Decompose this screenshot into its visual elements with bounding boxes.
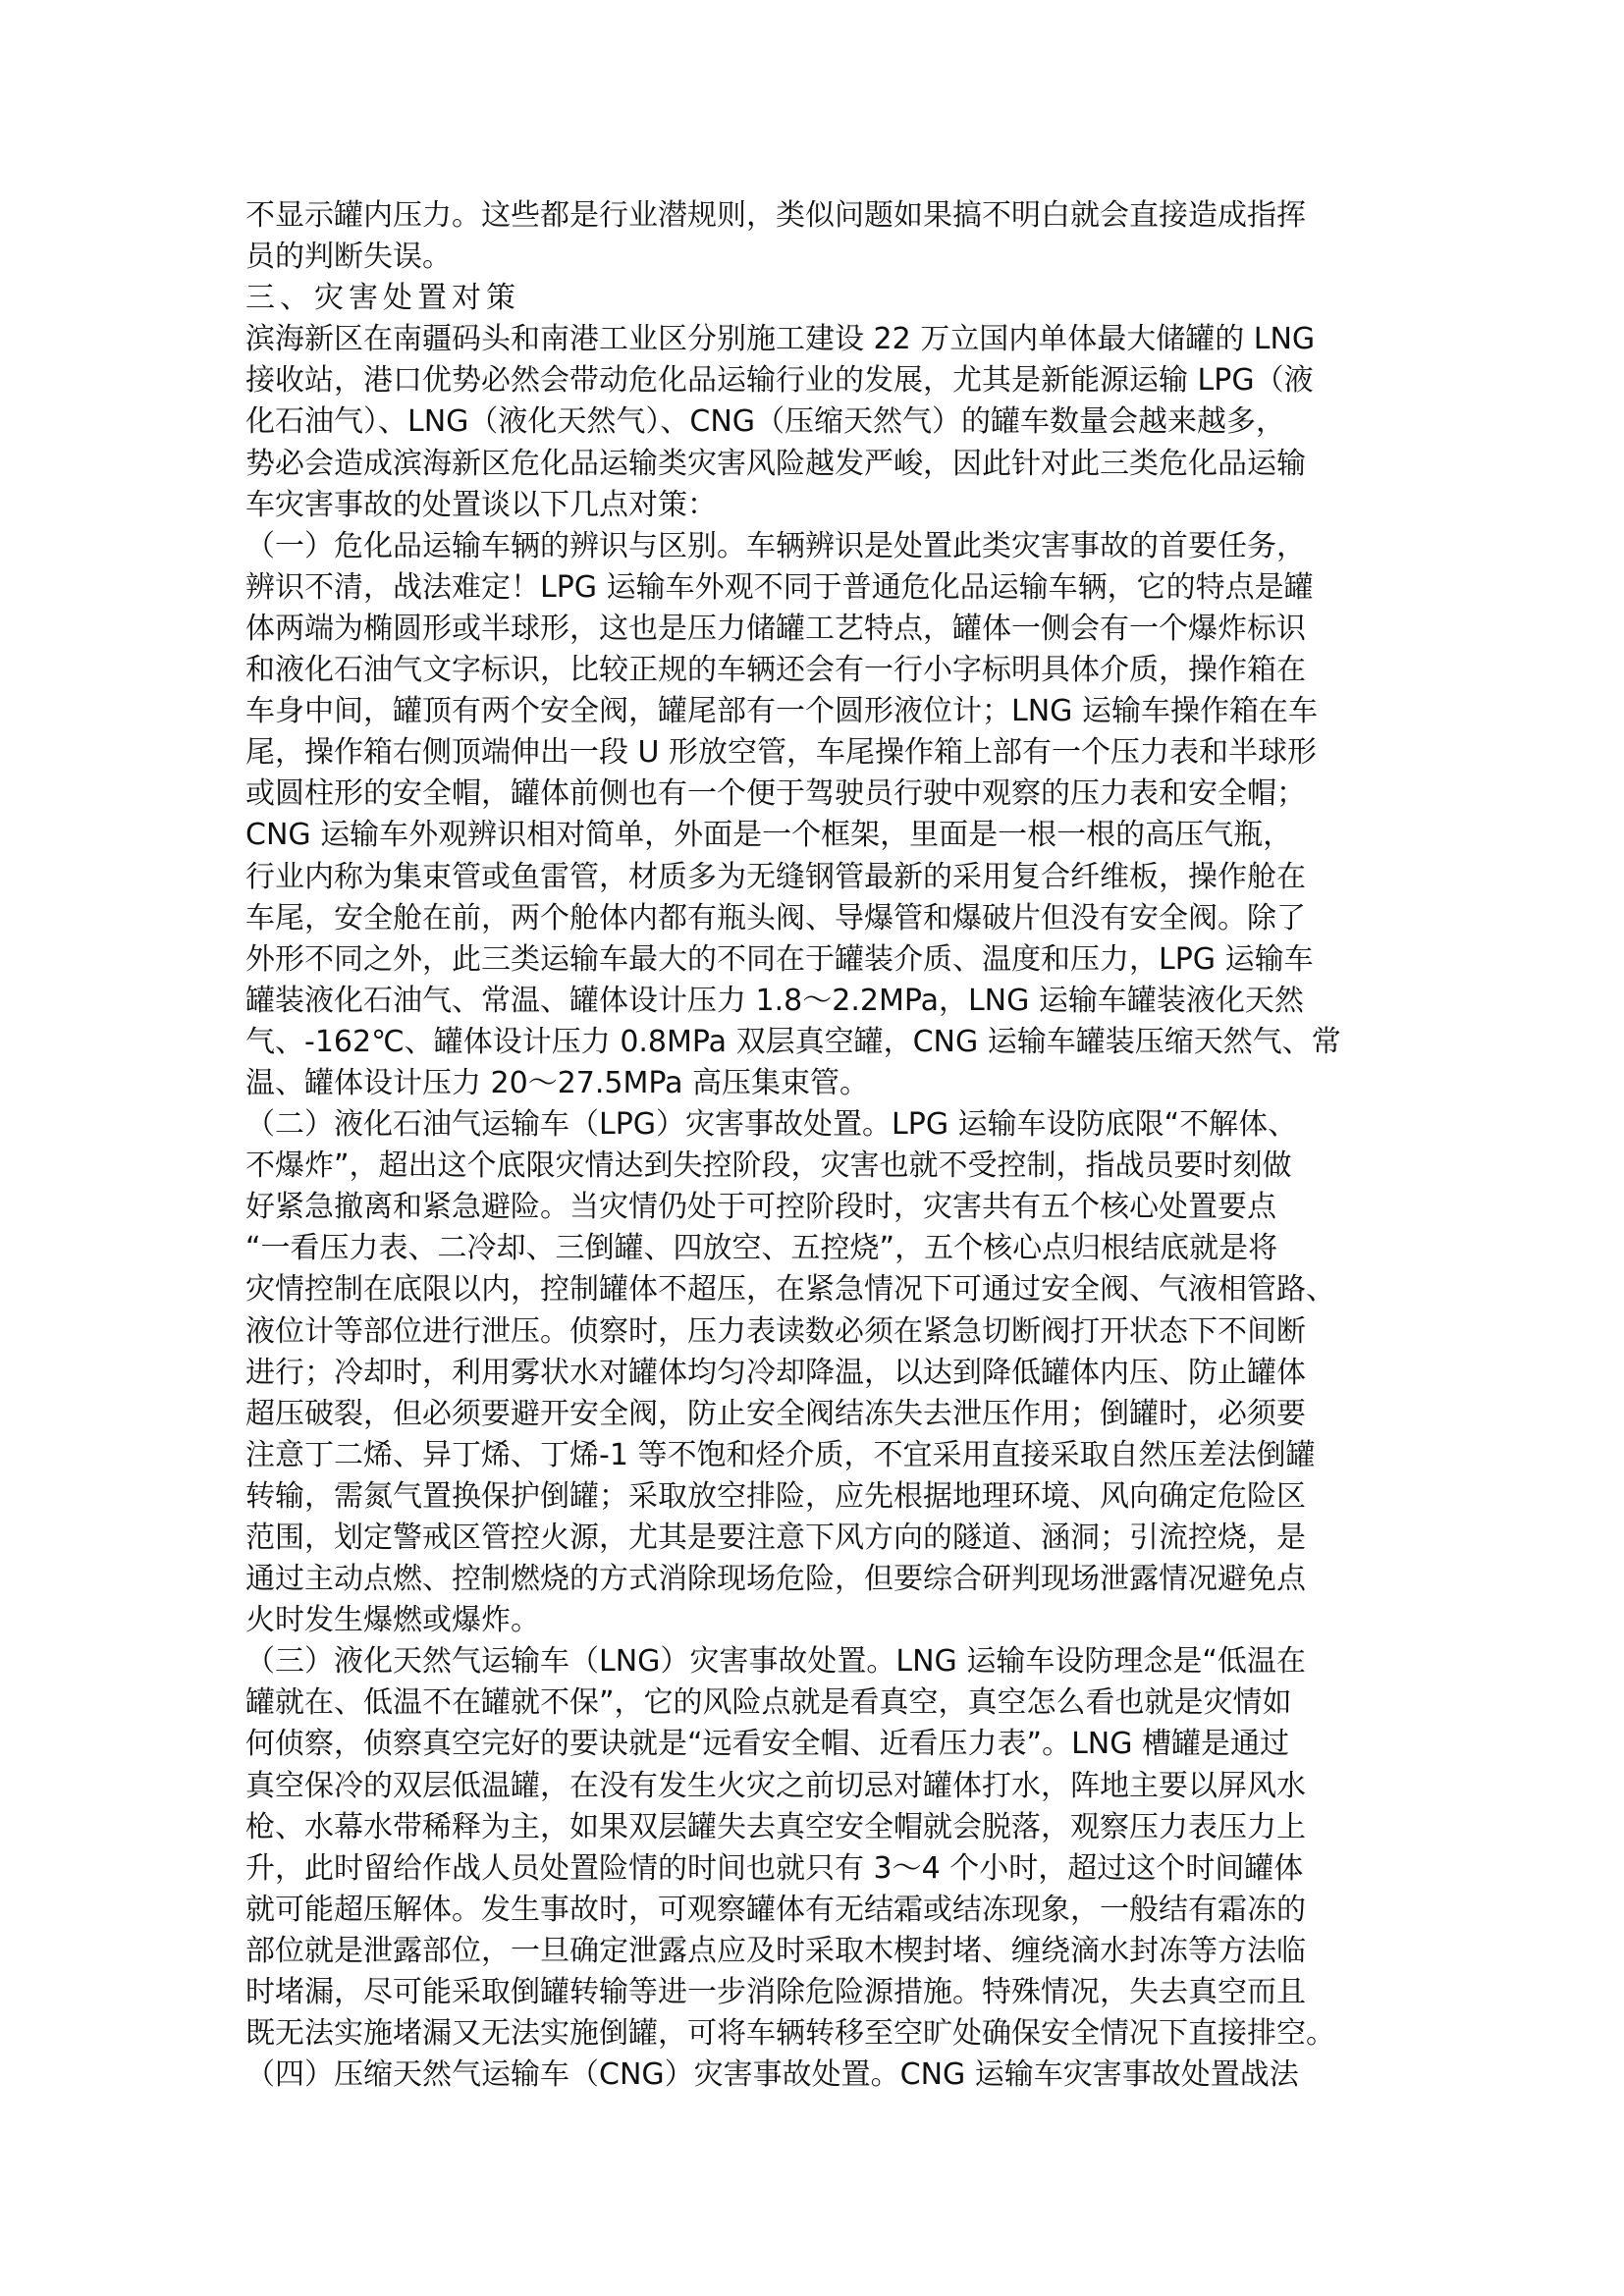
text-line: 车身中间，罐顶有两个安全阀，罐尾部有一个圆形液位计；LNG 运输车操作箱在车 xyxy=(245,694,1318,729)
text-line: 真空保冷的双层低温罐，在没有发生火灾之前切忌对罐体打水，阵地主要以屏风水 xyxy=(245,1768,1306,1803)
text-line: （二）液化石油气运输车（LPG）灾害事故处置。LPG 运输车设防底限“不解体、 xyxy=(245,1107,1298,1143)
text-line: 接收站，港口优势必然会带动危化品运输行业的发展，尤其是新能源运输 LPG（液 xyxy=(245,363,1314,399)
text-line: 化石油气）、LNG（液化天然气）、CNG（压缩天然气）的罐车数量会越来越多， xyxy=(245,404,1286,440)
text-line: 滨海新区在南疆码头和南港工业区分别施工建设 22 万立国内单体最大储罐的 LNG xyxy=(245,322,1316,357)
text-line: 车灾害事故的处置谈以下几点对策： xyxy=(245,487,717,522)
text-line: 温、罐体设计压力 20～27.5MPa 高压集束管。 xyxy=(245,1065,870,1100)
text-line: 辨识不清，战法难定！LPG 运输车外观不同于普通危化品运输车辆，它的特点是罐 xyxy=(245,569,1314,605)
text-line: 何侦察，侦察真空完好的要诀就是“远看安全帽、近看压力表”。LNG 槽罐是通过 xyxy=(245,1727,1290,1762)
text-line: “一看压力表、二冷却、三倒罐、四放空、五控烧”，五个核心点归根结底就是将 xyxy=(245,1231,1278,1266)
paragraph xyxy=(245,195,1404,278)
text-line: 时堵漏，尽可能采取倒罐转输等进一步消除危险源措施。特殊情况，失去真空而且 xyxy=(245,1975,1306,2010)
text-line: 既无法实施堵漏又无法实施倒罐，可将车辆转移至空旷处确保安全情况下直接排空。 xyxy=(245,2016,1335,2052)
section-heading xyxy=(245,278,1404,319)
paragraph xyxy=(245,319,1404,525)
text-line: CNG 运输车外观辨识相对简单，外面是一个框架，里面是一根一根的高压气瓶， xyxy=(245,818,1293,853)
text-line: 罐就在、低温不在罐就不保”，它的风险点就是看真空，真空怎么看也就是灾情如 xyxy=(245,1685,1292,1721)
text-line: 气、-162℃、罐体设计压力 0.8MPa 双层真空罐，CNG 运输车罐装压缩天然气、常 xyxy=(245,1024,1341,1059)
paragraph xyxy=(245,1641,1404,2055)
text-line: 尾，操作箱右侧顶端伸出一段 U 形放空管，车尾操作箱上部有一个压力表和半球形 xyxy=(245,735,1318,771)
text-line: （四）压缩天然气运输车（CNG）灾害事故处置。CNG 运输车灾害事故处置战法 xyxy=(245,2057,1299,2093)
text-line: 三、灾害处置对策 xyxy=(245,281,520,316)
text-line: 注意丁二烯、异丁烯、丁烯-1 等不饱和烃介质，不宜采用直接采取自然压差法倒罐 xyxy=(245,1437,1316,1472)
text-line: 通过主动点燃、控制燃烧的方式消除现场危险，但要综合研判现场泄露情况避免点 xyxy=(245,1562,1306,1597)
paragraph xyxy=(245,526,1404,1104)
text-line: 和液化石油气文字标识，比较正规的车辆还会有一行小字标明具体介质，操作箱在 xyxy=(245,653,1306,688)
text-line: （一）危化品运输车辆的辨识与区别。车辆辨识是处置此类灾害事故的首要任务， xyxy=(245,528,1306,563)
text-line: 液位计等部位进行泄压。侦察时，压力表读数必须在紧急切断阀打开状态下不间断 xyxy=(245,1313,1306,1349)
paragraph xyxy=(245,2055,1404,2096)
text-line: 员的判断失误。 xyxy=(245,240,452,275)
text-line: 升，此时留给作战人员处置险情的时间也就只有 3～4 个小时，超过这个时间罐体 xyxy=(245,1850,1304,1886)
text-line: 枪、水幕水带稀释为主，如果双层罐失去真空安全帽就会脱落，观察压力表压力上 xyxy=(245,1809,1306,1844)
text-line: 不显示罐内压力。这些都是行业潜规则，类似问题如果搞不明白就会直接造成指挥 xyxy=(245,198,1306,233)
text-line: 超压破裂，但必须要避开安全阀，防止安全阀结冻失去泄压作用；倒罐时，必须要 xyxy=(245,1396,1306,1431)
text-line: 行业内称为集束管或鱼雷管，材质多为无缝钢管最新的采用复合纤维板，操作舱在 xyxy=(245,859,1306,894)
text-line: 罐装液化石油气、常温、罐体设计压力 1.8～2.2MPa，LNG 运输车罐装液化天然 xyxy=(245,983,1304,1018)
text-line: 范围，划定警戒区管控火源，尤其是要注意下风方向的隧道、涵洞；引流控烧，是 xyxy=(245,1521,1306,1555)
paragraph xyxy=(245,1104,1404,1641)
text-line: （三）液化天然气运输车（LNG）灾害事故处置。LNG 运输车设防理念是“低温在 xyxy=(245,1644,1306,1680)
text-line: 车尾，安全舱在前，两个舱体内都有瓶头阀、导爆管和爆破片但没有安全阀。除了 xyxy=(245,900,1306,935)
text-line: 进行；冷却时，利用雾状水对罐体均匀冷却降温，以达到降低罐体内压、防止罐体 xyxy=(245,1355,1306,1390)
text-line: 转输，需氮气置换保护倒罐；采取放空排险，应先根据地理环境、风向确定危险区 xyxy=(245,1478,1306,1514)
text-line: 势必会造成滨海新区危化品运输类灾害风险越发严峻，因此针对此三类危化品运输 xyxy=(245,446,1306,481)
text-line: 部位就是泄露部位，一旦确定泄露点应及时采取木楔封堵、缠绕滴水封冻等方法临 xyxy=(245,1933,1306,1968)
document-page xyxy=(245,195,1404,2096)
text-line: 好紧急撤离和紧急避险。当灾情仍处于可控阶段时，灾害共有五个核心处置要点 xyxy=(245,1190,1276,1225)
text-line: 外形不同之外，此三类运输车最大的不同在于罐装介质、温度和压力，LPG 运输车 xyxy=(245,941,1314,977)
text-line: 体两端为椭圆形或半球形，这也是压力储罐工艺特点，罐体一侧会有一个爆炸标识 xyxy=(245,611,1306,646)
text-line: 火时发生爆燃或爆炸。 xyxy=(245,1603,540,1638)
text-line: 就可能超压解体。发生事故时，可观察罐体有无结霜或结冻现象，一般结有霜冻的 xyxy=(245,1892,1306,1927)
text-line: 或圆柱形的安全帽，罐体前侧也有一个便于驾驶员行驶中观察的压力表和安全帽； xyxy=(245,776,1306,812)
text-line: 灾情控制在底限以内，控制罐体不超压，在紧急情况下可通过安全阀、气液相管路、 xyxy=(245,1272,1335,1308)
text-line: 不爆炸”，超出这个底限灾情达到失控阶段，灾害也就不受控制，指战员要时刻做 xyxy=(245,1148,1292,1184)
